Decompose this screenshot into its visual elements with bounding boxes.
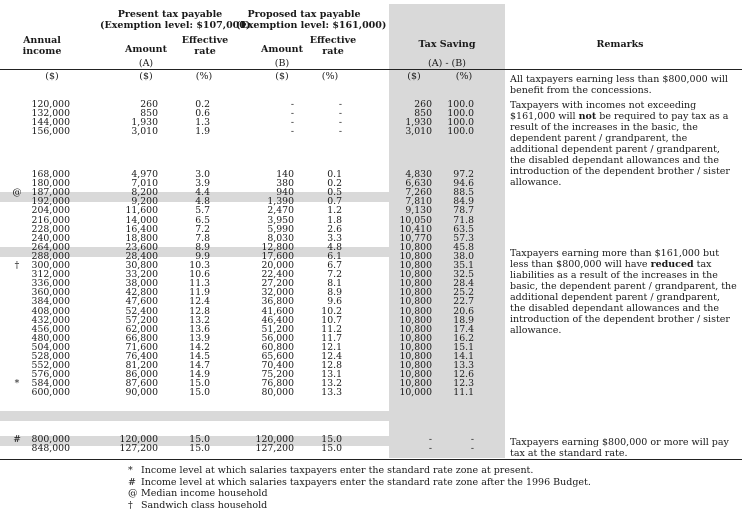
present-rate-cell: 8.9 — [195, 241, 210, 253]
income-cell: 264,000 — [31, 241, 70, 253]
proposed-rate-cell: 9.6 — [327, 296, 342, 308]
present-amount-cell: 81,200 — [125, 360, 158, 372]
proposed-tax-header — [236, 9, 387, 31]
present-amount-cell: 120,000 — [119, 434, 158, 445]
present-rate-cell: 15.0 — [189, 443, 210, 455]
income-cell: 552,000 — [31, 360, 70, 372]
present-amount-cell: 127,200 — [119, 443, 158, 455]
saving-rate-cell: 32.5 — [453, 269, 474, 281]
proposed-rate-cell: - — [338, 126, 342, 138]
tax-saving-header: Tax Saving — [418, 39, 476, 50]
present-rate-line1: Effective — [181, 35, 229, 46]
proposed-rate-cell: 12.8 — [321, 360, 342, 372]
proposed-amount-cell: 76,800 — [261, 378, 294, 390]
saving-rate-cell: 14.1 — [453, 351, 474, 362]
proposed-amount-cell: 1,390 — [267, 196, 294, 208]
proposed-rate-cell: 13.3 — [321, 387, 342, 399]
present-amount-cell: 18,800 — [125, 232, 158, 244]
saving-amount-cell: 10,800 — [399, 323, 432, 335]
proposed-rate-cell: 0.1 — [327, 169, 342, 180]
remark-reduced-pre: Taxpayers earning more than $161,000 but less than $800,000 will have — [510, 248, 720, 270]
proposed-amount-cell: - — [290, 117, 294, 129]
proposed-rate-cell: - — [338, 99, 342, 110]
saving-amount-cell: 9,130 — [405, 205, 432, 217]
present-rate-cell: 10.3 — [189, 260, 210, 271]
proposed-header-line1: Proposed tax payable — [247, 9, 361, 20]
present-rate-cell: 13.6 — [189, 323, 210, 335]
remark-reduced-bold: reduced — [650, 259, 694, 270]
saving-rate-cell: 11.1 — [453, 387, 474, 399]
present-amount-cell: 62,000 — [125, 323, 158, 335]
proposed-amount-cell: 380 — [276, 178, 294, 190]
remark-all-benefit: All taxpayers earning less than $800,000 will benefit from the concessions. — [510, 74, 728, 96]
income-cell: 240,000 — [31, 232, 70, 244]
saving-amount-cell: 260 — [414, 99, 432, 110]
present-rate-cell: 14.7 — [189, 360, 210, 372]
proposed-rate-cell: 3.3 — [327, 232, 342, 244]
proposed-rate-cell: 12.1 — [321, 341, 342, 353]
present-rate-cell: 4.8 — [195, 196, 210, 208]
present-amount-cell: 1,930 — [131, 117, 158, 129]
present-amount-cell: 14,000 — [125, 214, 158, 226]
unit-proposed-amount: ($) — [275, 71, 289, 82]
income-cell: 192,000 — [31, 196, 70, 208]
present-amount-cell: 8,200 — [131, 187, 158, 199]
remark-standard-rate: Taxpayers earning $800,000 or more will pay tax at the standard rate. — [510, 437, 729, 459]
income-cell: 288,000 — [31, 250, 70, 262]
proposed-rate-cell: 0.5 — [327, 187, 342, 199]
saving-rate-cell: 13.3 — [453, 360, 474, 372]
present-amount-cell: 33,200 — [125, 269, 158, 281]
proposed-amount-cell: 22,400 — [261, 269, 294, 281]
remark-reduced-post: tax liabilities as a result of the increases in the basic, the dependent parent / grandparent, the additional dependent parent / grandparent, the disabled dependant allowances and the introduction of the dependent brother / sister allowance. — [510, 259, 737, 336]
remark-not-required-bold: not — [578, 111, 597, 122]
present-rate-cell: 9.9 — [195, 250, 210, 262]
saving-amount-cell: 10,800 — [399, 296, 432, 308]
footnote-symbol: # — [128, 476, 136, 488]
saving-amount-cell: 7,260 — [405, 187, 432, 199]
proposed-rate-cell: 13.1 — [321, 369, 342, 381]
proposed-amount-cell: 56,000 — [261, 332, 294, 344]
footnote-text: Income level at which salaries taxpayers enter the standard rate zone after the 1996 Budget. — [141, 476, 591, 488]
saving-rate-cell: 20.6 — [453, 305, 474, 317]
present-amount-header: Amount — [125, 44, 167, 55]
saving-rate-cell: 38.0 — [453, 250, 474, 262]
present-rate-cell: 15.0 — [189, 387, 210, 399]
present-header-line2: (Exemption level: $107,000) — [100, 19, 251, 31]
proposed-amount-cell: 8,030 — [267, 232, 294, 244]
proposed-rate-cell: 15.0 — [321, 443, 342, 455]
proposed-rate-cell: 12.4 — [321, 351, 342, 362]
present-rate-header — [180, 36, 230, 57]
present-amount-cell: 23,600 — [125, 241, 158, 253]
remark-not-required-post: be required to pay tax as a result of the increases in the basic, the dependent parent / grandparent, the additional dependent parent / grandparent, the disabled dependant allowances and the introduction of the dependent brother / sister allowance. — [510, 111, 730, 188]
saving-amount-cell: 10,000 — [399, 387, 432, 399]
present-amount-cell: 87,600 — [125, 378, 158, 390]
proposed-amount-cell: 32,000 — [261, 287, 294, 299]
saving-rate-cell: 88.5 — [453, 187, 474, 199]
present-amount-cell: 28,400 — [125, 250, 158, 262]
income-cell: 584,000 — [31, 378, 70, 390]
saving-rate-cell: 100.0 — [447, 108, 474, 120]
proposed-rate-line2: rate — [322, 45, 344, 57]
present-header-line1: Present tax payable — [117, 9, 223, 20]
present-rate-cell: 1.3 — [195, 117, 210, 129]
present-rate-cell: 15.0 — [189, 434, 210, 445]
saving-amount-cell: 10,800 — [399, 305, 432, 317]
income-cell: 480,000 — [31, 332, 70, 344]
proposed-amount-cell: 36,800 — [261, 296, 294, 308]
unit-present-rate: (%) — [195, 71, 213, 82]
income-cell: 168,000 — [31, 169, 70, 180]
row-marker: † — [14, 260, 20, 271]
present-rate-cell: 6.5 — [195, 214, 210, 226]
saving-rate-cell: 84.9 — [453, 196, 474, 208]
present-rate-line2: rate — [194, 45, 216, 57]
present-amount-cell: 16,400 — [125, 223, 158, 235]
present-amount-cell: 3,010 — [131, 126, 158, 138]
present-amount-cell: 86,000 — [125, 369, 158, 381]
saving-rate-cell: 12.6 — [453, 369, 474, 381]
income-cell: 384,000 — [31, 296, 70, 308]
income-cell: 144,000 — [31, 117, 70, 129]
present-rate-cell: 4.4 — [195, 187, 210, 199]
present-rate-cell: 3.9 — [195, 178, 210, 190]
present-amount-cell: 30,800 — [125, 260, 158, 271]
present-rate-cell: 11.3 — [189, 278, 210, 290]
proposed-rate-cell: 0.7 — [327, 196, 342, 208]
proposed-rate-cell: 10.7 — [321, 314, 342, 326]
proposed-amount-cell: 65,600 — [261, 351, 294, 362]
header-rule — [0, 69, 742, 70]
proposed-amount-cell: 41,600 — [261, 305, 294, 317]
proposed-amount-cell: 12,800 — [261, 241, 294, 253]
remark-reduced — [510, 248, 738, 336]
proposed-rate-header — [306, 36, 360, 57]
saving-amount-cell: 6,630 — [405, 178, 432, 190]
saving-rate-cell: 45.8 — [453, 241, 474, 253]
proposed-header-line2: (Exemption level: $161,000) — [236, 19, 387, 31]
proposed-amount-cell: 140 — [276, 169, 294, 180]
remark-not-required-pre: Taxpayers with incomes not exceeding $161,000 will — [510, 100, 697, 122]
saving-amount-cell: - — [428, 443, 432, 455]
proposed-rate-cell: - — [338, 117, 342, 129]
saving-amount-cell: 10,800 — [399, 341, 432, 353]
proposed-rate-cell: 1.8 — [327, 214, 342, 226]
saving-rate-cell: - — [470, 434, 474, 445]
proposed-rate-line1: Effective — [309, 35, 357, 46]
proposed-rate-cell: 11.7 — [321, 332, 342, 344]
proposed-amount-cell: 80,000 — [261, 387, 294, 399]
footnote-text: Income level at which salaries taxpayers enter the standard rate zone at present. — [141, 465, 534, 476]
present-amount-cell: 71,600 — [125, 341, 158, 353]
present-amount-cell: 260 — [140, 99, 158, 110]
saving-amount-cell: 10,800 — [399, 351, 432, 362]
proposed-rate-cell: 10.2 — [321, 305, 342, 317]
proposed-rate-cell: 1.2 — [327, 205, 342, 217]
proposed-amount-cell: 17,600 — [261, 250, 294, 262]
proposed-rate-cell: 8.9 — [327, 287, 342, 299]
proposed-amount-header: Amount — [261, 44, 303, 55]
present-rate-cell: 13.2 — [189, 314, 210, 326]
proposed-amount-cell: 20,000 — [261, 260, 294, 271]
present-rate-cell: 13.9 — [189, 332, 210, 344]
saving-rate-cell: 97.2 — [453, 169, 474, 180]
proposed-amount-cell: 70,400 — [261, 360, 294, 372]
annual-header-line2: income — [22, 45, 62, 57]
income-cell: 848,000 — [31, 443, 70, 455]
income-cell: 600,000 — [31, 387, 70, 399]
income-cell: 360,000 — [31, 287, 70, 299]
proposed-rate-cell: 15.0 — [321, 434, 342, 445]
proposed-rate-cell: 4.8 — [327, 241, 342, 253]
income-cell: 228,000 — [31, 223, 70, 235]
annual-income-header — [14, 36, 70, 57]
proposed-amount-cell: 127,200 — [255, 443, 294, 455]
saving-rate-cell: 22.7 — [453, 296, 474, 308]
proposed-amount-cell: 51,200 — [261, 323, 294, 335]
present-amount-cell: 57,200 — [125, 314, 158, 326]
proposed-amount-cell: - — [290, 108, 294, 120]
saving-rate-cell: 18.9 — [453, 314, 474, 326]
proposed-amount-cell: - — [290, 126, 294, 138]
tax-saving-subheader: (A) - (B) — [428, 58, 466, 69]
proposed-amount-cell: 27,200 — [261, 278, 294, 290]
saving-amount-cell: 10,410 — [399, 223, 432, 235]
saving-amount-cell: 10,770 — [399, 232, 432, 244]
footnote-symbol: * — [128, 465, 133, 476]
saving-amount-cell: 10,800 — [399, 378, 432, 390]
income-cell: 408,000 — [31, 305, 70, 317]
saving-rate-cell: 100.0 — [447, 126, 474, 138]
present-amount-cell: 42,800 — [125, 287, 158, 299]
income-cell: 336,000 — [31, 278, 70, 290]
present-rate-cell: 7.2 — [195, 223, 210, 235]
proposed-amount-cell: 5,990 — [267, 223, 294, 235]
unit-saving-rate: (%) — [455, 71, 473, 82]
saving-amount-cell: 10,800 — [399, 314, 432, 326]
income-cell: 300,000 — [31, 260, 70, 271]
remark-not-required — [510, 100, 738, 188]
income-cell: 120,000 — [31, 99, 70, 110]
unit-income: ($) — [45, 71, 59, 82]
present-amount-cell: 7,010 — [131, 178, 158, 190]
proposed-rate-cell: 6.1 — [327, 250, 342, 262]
present-amount-cell: 4,970 — [131, 169, 158, 180]
saving-rate-cell: 35.1 — [453, 260, 474, 271]
remarks-header: Remarks — [596, 39, 644, 50]
saving-rate-cell: 78.7 — [453, 205, 474, 217]
present-rate-cell: 14.2 — [189, 341, 210, 353]
present-rate-cell: 12.4 — [189, 296, 210, 308]
proposed-amount-cell: 46,400 — [261, 314, 294, 326]
present-label-a: (A) — [138, 58, 154, 69]
proposed-amount-cell: 2,470 — [267, 205, 294, 217]
footnote-symbol: @ — [128, 488, 138, 499]
income-cell: 312,000 — [31, 269, 70, 281]
proposed-rate-cell: - — [338, 108, 342, 120]
saving-amount-cell: 10,800 — [399, 241, 432, 253]
proposed-rate-cell: 0.2 — [327, 178, 342, 190]
saving-amount-cell: 10,800 — [399, 250, 432, 262]
saving-amount-cell: 10,800 — [399, 369, 432, 381]
present-rate-cell: 14.9 — [189, 369, 210, 381]
saving-rate-cell: 15.1 — [453, 341, 474, 353]
footnote-text: Median income household — [141, 488, 268, 499]
proposed-amount-cell: - — [290, 99, 294, 110]
saving-rate-cell: 100.0 — [447, 99, 474, 110]
proposed-amount-cell: 940 — [276, 187, 294, 199]
saving-amount-cell: 10,800 — [399, 360, 432, 372]
saving-amount-cell: 4,830 — [405, 169, 432, 180]
present-rate-cell: 5.7 — [195, 205, 210, 217]
saving-amount-cell: 7,810 — [405, 196, 432, 208]
proposed-label-b: (B) — [274, 58, 290, 69]
present-amount-cell: 38,000 — [125, 278, 158, 290]
saving-rate-cell: 57.3 — [453, 232, 474, 244]
proposed-rate-cell: 6.7 — [327, 260, 342, 271]
present-rate-cell: 11.9 — [189, 287, 210, 299]
present-rate-cell: 7.8 — [195, 232, 210, 244]
present-amount-cell: 47,600 — [125, 296, 158, 308]
saving-amount-cell: 10,800 — [399, 287, 432, 299]
proposed-amount-cell: 60,800 — [261, 341, 294, 353]
row-marker: * — [14, 378, 20, 390]
saving-amount-cell: - — [428, 434, 432, 445]
present-rate-cell: 14.5 — [189, 351, 210, 362]
income-cell: 204,000 — [31, 205, 70, 217]
footnote-text: Sandwich class household — [141, 499, 268, 511]
income-cell: 216,000 — [31, 214, 70, 226]
present-rate-cell: 0.6 — [195, 108, 210, 120]
income-cell: 800,000 — [31, 434, 70, 445]
unit-saving-amount: ($) — [407, 71, 421, 82]
income-cell: 180,000 — [31, 178, 70, 190]
saving-rate-cell: 63.5 — [453, 223, 474, 235]
present-rate-cell: 10.6 — [189, 269, 210, 281]
standard-rate-present-row-band — [0, 411, 505, 421]
income-cell: 456,000 — [31, 323, 70, 335]
unit-proposed-rate: (%) — [321, 71, 339, 82]
saving-amount-cell: 10,800 — [399, 278, 432, 290]
proposed-rate-cell: 11.2 — [321, 323, 342, 335]
proposed-rate-cell: 2.6 — [327, 223, 342, 235]
proposed-amount-cell: 75,200 — [261, 369, 294, 381]
present-amount-cell: 90,000 — [125, 387, 158, 399]
saving-amount-cell: 10,800 — [399, 260, 432, 271]
income-cell: 132,000 — [31, 108, 70, 120]
income-cell: 187,000 — [31, 187, 70, 199]
saving-rate-cell: 28.4 — [453, 278, 474, 290]
saving-amount-cell: 3,010 — [405, 126, 432, 138]
proposed-rate-cell: 7.2 — [327, 269, 342, 281]
present-rate-cell: 15.0 — [189, 378, 210, 390]
present-amount-cell: 52,400 — [125, 305, 158, 317]
annual-header-line1: Annual — [23, 35, 61, 46]
present-amount-cell: 76,400 — [125, 351, 158, 362]
saving-rate-cell: 100.0 — [447, 117, 474, 129]
unit-present-amount: ($) — [139, 71, 153, 82]
footer-rule — [0, 459, 742, 460]
present-rate-cell: 0.2 — [195, 99, 210, 110]
income-cell: 528,000 — [31, 351, 70, 362]
saving-rate-cell: 71.8 — [453, 214, 474, 226]
present-amount-cell: 11,600 — [125, 205, 158, 217]
saving-rate-cell: 94.6 — [453, 178, 474, 190]
saving-rate-cell: 25.2 — [453, 287, 474, 299]
saving-amount-cell: 850 — [414, 108, 432, 120]
saving-amount-cell: 10,050 — [399, 214, 432, 226]
saving-rate-cell: - — [470, 443, 474, 455]
income-cell: 504,000 — [31, 341, 70, 353]
saving-rate-cell: 16.2 — [453, 332, 474, 344]
row-marker: @ — [12, 187, 22, 199]
proposed-amount-cell: 3,950 — [267, 214, 294, 226]
saving-amount-cell: 10,800 — [399, 269, 432, 281]
row-marker: # — [13, 434, 21, 445]
income-cell: 156,000 — [31, 126, 70, 138]
income-cell: 576,000 — [31, 369, 70, 381]
footnote-symbol: † — [128, 499, 133, 511]
present-rate-cell: 12.8 — [189, 305, 210, 317]
present-amount-cell: 9,200 — [131, 196, 158, 208]
proposed-rate-cell: 8.1 — [327, 278, 342, 290]
saving-rate-cell: 12.3 — [453, 378, 474, 390]
saving-rate-cell: 17.4 — [453, 323, 474, 335]
proposed-amount-cell: 120,000 — [255, 434, 294, 445]
saving-amount-cell: 10,800 — [399, 332, 432, 344]
proposed-rate-cell: 13.2 — [321, 378, 342, 390]
present-tax-header — [100, 9, 251, 31]
present-amount-cell: 850 — [140, 108, 158, 120]
income-cell: 432,000 — [31, 314, 70, 326]
present-amount-cell: 66,800 — [125, 332, 158, 344]
present-rate-cell: 3.0 — [195, 169, 210, 180]
saving-amount-cell: 1,930 — [405, 117, 432, 129]
present-rate-cell: 1.9 — [195, 126, 210, 138]
